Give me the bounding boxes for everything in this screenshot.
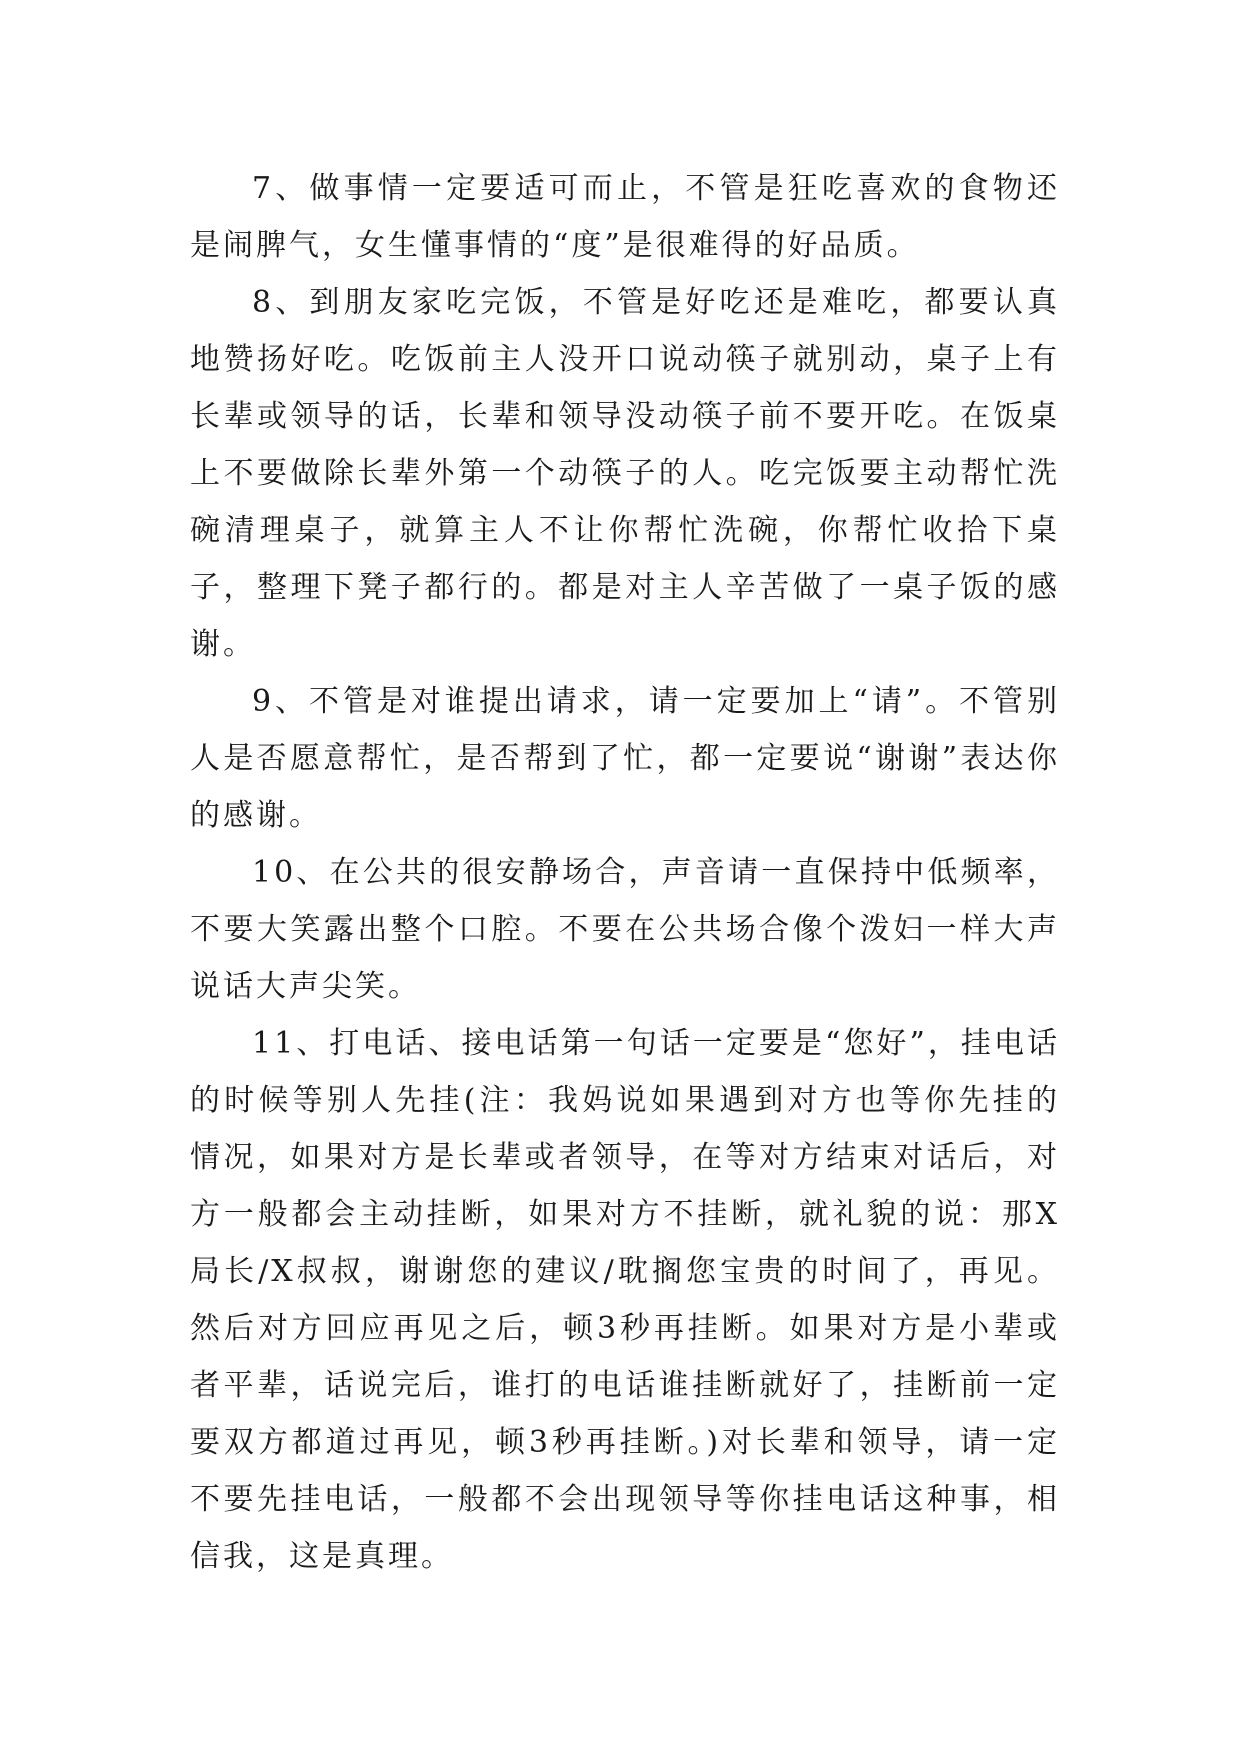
paragraph-8: 8、到朋友家吃完饭，不管是好吃还是难吃，都要认真地赞扬好吃。吃饭前主人没开口说动筷子就别动，桌子上有长辈或领导的话，长辈和领导没动筷子前不要开吃。在饭桌上不要做除长辈外第一个动筷子的人。吃完饭要主动帮忙洗碗清理桌子，就算主人不让你帮忙洗碗，你帮忙收拾下桌子，整理下凳子都行的。都是对主人辛苦做了一桌子饭的感谢。 <box>190 285 1060 662</box>
paragraph-10: 10、在公共的很安静场合，声音请一直保持中低频率，不要大笑露出整个口腔。不要在公共场合像个泼妇一样大声说话大声尖笑。 <box>190 855 1060 1004</box>
document-body <box>190 160 1060 1585</box>
paragraph-11: 11、打电话、接电话第一句话一定要是“您好”，挂电话的时候等别人先挂(注：我妈说如果遇到对方也等你先挂的情况，如果对方是长辈或者领导，在等对方结束对话后，对方一般都会主动挂断，如果对方不挂断，就礼貌的说：那X局长/X叔叔，谢谢您的建议/耽搁您宝贵的时间了，再见。然后对方回应再见之后，顿3秒再挂断。如果对方是小辈或者平辈，话说完后，谁打的电话谁挂断就好了，挂断前一定要双方都道过再见，顿3秒再挂断。)对长辈和领导，请一定不要先挂电话，一般都不会出现领导等你挂电话这种事，相信我，这是真理。 <box>190 1026 1060 1574</box>
paragraph-7: 7、做事情一定要适可而止，不管是狂吃喜欢的食物还是闹脾气，女生懂事情的“度”是很难得的好品质。 <box>190 171 1060 263</box>
paragraph-9: 9、不管是对谁提出请求，请一定要加上“请”。不管别人是否愿意帮忙，是否帮到了忙，都一定要说“谢谢”表达你的感谢。 <box>190 684 1060 833</box>
